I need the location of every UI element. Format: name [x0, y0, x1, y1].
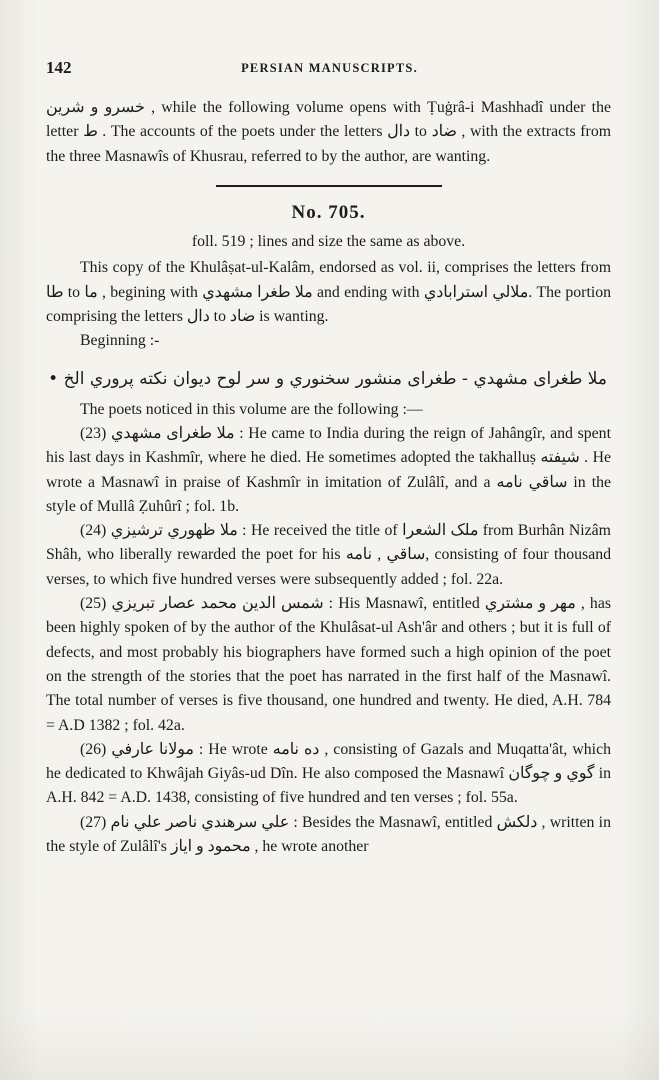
paragraph-continuation: خسرو و شرين , while the following volume opens with Ṭuġrâ-i Mashhadî under the letter ط . The accounts of the poets under the letters دال to ضاد , with the extracts from the three Masnawîs of Khusrau, referred to by the author, are wanting.: [46, 99, 612, 165]
persian-quote: ملا طغرای مشهدي - طغرای منشور سخنوري و سر لوح ديوان نکته پروري الخ •: [48, 368, 607, 389]
paragraph-description: This copy of the Khulâṣat-ul-Kalâm, endorsed as vol. ii, comprises the letters from طا to ما , begining with ملا طغرا مشهدي and ending with ملالي استرابادي. The portion comprising the letters دال to ضاد is wanting.: [46, 259, 612, 326]
running-head: PERSIAN MANUSCRIPTS.: [241, 61, 418, 75]
poet-entry-27: (27) علي سرهندي ناصر علي نام : Besides the Masnawî, entitled دلکش , written in the style of Zulâlî's محمود و اياز , he wrote another: [46, 813, 611, 856]
page-shading: [0, 1010, 659, 1080]
poet-entry-23: (23) ملا طغرای مشهدي : He came to India during the reign of Jahângîr, and spent his last days in Kashmîr, where he died. He sometimes adopted the takhalluṣ شيفته . He wrote a Masnawî in praise of Kashmîr in imitation of Zulâlî, and a ساقي نامه in the style of Mullâ Ẓuhûrî ; fol. 1b.: [46, 424, 611, 515]
page-header: [46, 58, 613, 78]
poet-entry-24: (24) ملا ظهوري ترشيزي : He received the title of ملک الشعرا from Burhân Nizâm Shâh, who liberally rewarded the poet for his ساقي , نامه, consisting of four thousand verses, to which five hundred verses were subsequently added ; fol. 22a.: [46, 522, 611, 588]
poets-intro: The poets noticed in this volume are the following :—: [80, 400, 423, 418]
poet-entry-25: (25) شمس الدين محمد عصار تبريزي : His Masnawî, entitled مهر و مشتري , has been highly spoken of by the author of the Khulâsat-ul Ash'âr and others ; but it is full of defects, and most probably his biographers have formed such a high opinion of the poet on the strength of the stories that the poet has narrated in the first half of the Masnawî. The total number of verses is five thousand, one hundred and twenty. He died, A.H. 784 = A.D 1382 ; fol. 42a.: [46, 595, 611, 734]
poet-entry-26: (26) مولانا عارفي : He wrote ده نامه , consisting of Gazals and Muqatta'ât, which he dedicated to Khwâjah Giyâs-ud Dîn. He also composed the Masnawî گوي و چوگان in A.H. 842 = A.D. 1438, consisting of five hundred and ten verses ; fol. 55a.: [46, 740, 611, 807]
page-body: [46, 96, 611, 859]
beginning-label: Beginning :-: [80, 332, 160, 350]
entry-folio: foll. 519 ; lines and size the same as above.: [191, 233, 466, 251]
page-number: 142: [46, 58, 72, 77]
entry-number: No. 705.: [291, 201, 366, 223]
section-divider: [216, 185, 442, 187]
